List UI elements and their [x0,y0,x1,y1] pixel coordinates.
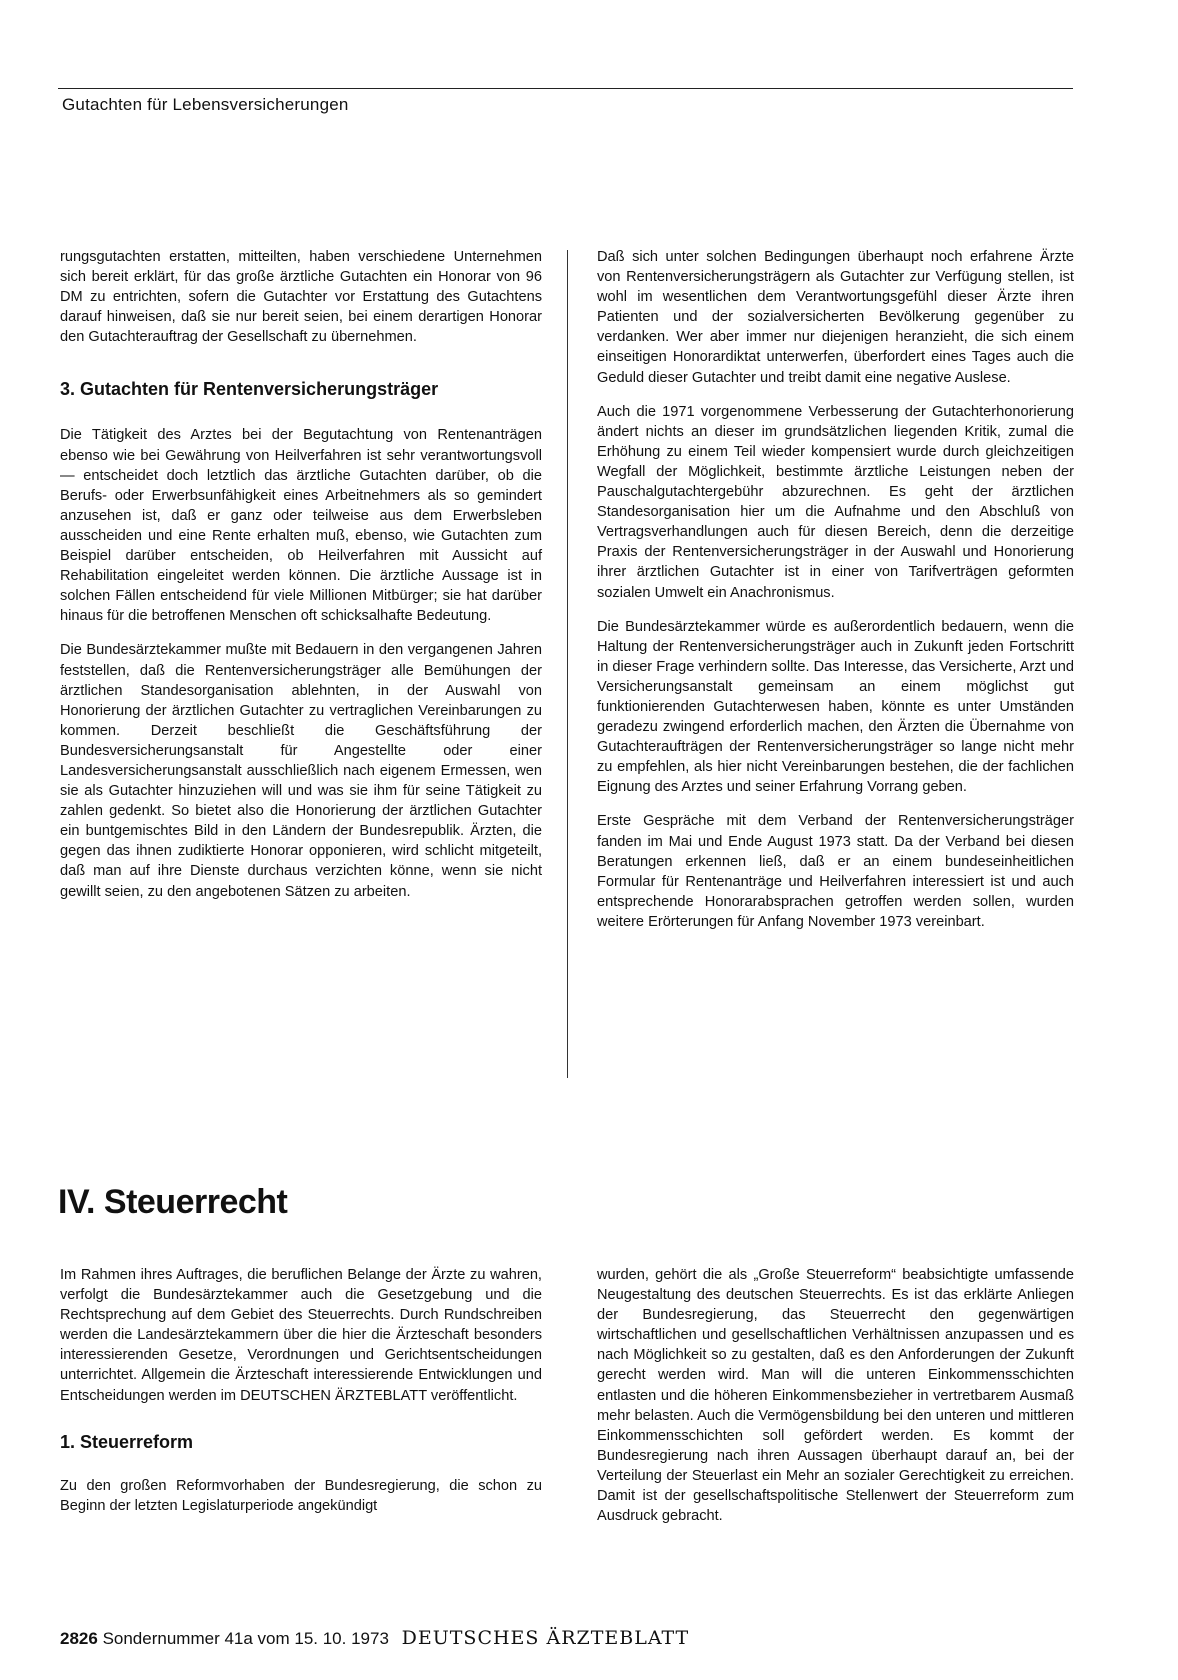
header-rule [58,88,1073,89]
issue-info: Sondernummer 41a vom 15. 10. 1973 [102,1629,389,1648]
paragraph: Erste Gespräche mit dem Verband der Rentenversicherungsträger fanden im Mai und Ende August 1973 statt. Da der Verband bei diesen Beratungen erkennen ließ, daß er an einem bundeseinheitlichen Formular für Rentenanträge und Heilverfahren interessiert ist und auch entsprechende Honorarabsprachen getroffen werden sollen, wurden weitere Erörterungen für Anfang November 1973 vereinbart. [597,813,1074,930]
column-divider [567,250,568,1078]
chapter-heading: IV. Steuerrecht [58,1183,288,1221]
chapter4-right-column [597,1265,1074,1540]
paragraph: Im Rahmen ihres Auftrages, die beruflichen Belange der Ärzte zu wahren, verfolgt die Bundesärztekammer auch die Gesetzgebung und die Rechtsprechung auf dem Gebiet des Steuerrechts. Durch Rundschreiben werden die Landesärztekammern über die hier die Ärzteschaft besonders interessierenden Gesetze, Verordnungen und Gerichtsentscheidungen unterrichtet. Allgemein die Ärzteschaft interessierende Entwicklungen und Entscheidungen werden im DEUTSCHEN ÄRZTEBLATT veröffentlicht. [60,1267,542,1404]
paragraph: Die Tätigkeit des Arztes bei der Begutachtung von Rentenanträgen ebenso wie bei Gewährung von Heilverfahren ist sehr verantwortungsvoll — entscheidet doch letztlich das ärztliche Gutachten darüber, ob die Berufs- oder Erwerbsunfähigkeit eines Arbeitnehmers als so gemindert anzusehen ist, daß er ganz oder teilweise aus dem Erwerbsleben ausscheiden und eine Rente erhalten muß, ebenso, wie Gutachten zum Beispiel darüber entscheiden, ob Heilverfahren mit Aussicht auf Rehabilitation eingeleitet werden können. Die ärztliche Aussage ist in solchen Fällen entscheidend für viele Millionen Mitbürger; sie hat darüber hinaus für die betroffenen Menschen oft schicksalhafte Bedeutung. [60,427,542,625]
section3-left-column [60,247,542,916]
page-number: 2826 [60,1629,98,1648]
chapter4-left-column [60,1265,542,1530]
paragraph: Zu den großen Reformvorhaben der Bundesregierung, die schon zu Beginn der letzten Legislaturperiode angekündigt [60,1477,542,1514]
paragraph: Auch die 1971 vorgenommene Verbesserung der Gutachterhonorierung ändert nichts an dieser im grundsätzlichen liegenden Kritik, zumal die Erhöhung zu einem Teil wieder kompensiert wurde durch gleichzeitigen Wegfall der Möglichkeit, bestimmte ärztliche Leistungen neben der Pauschalgutachtergebühr abzurechnen. Es geht der ärztlichen Standesorganisation hier um die Aufnahme und den Abschluß von Vertragsverhandlungen auch für diesen Bereich, denn die derzeitige Praxis der Rentenversicherungsträger in der Auswahl und Honorierung ihrer ärztlichen Gutachter ist in einer von Tarifverträgen geformten sozialen Umwelt ein Anachronismus. [597,403,1074,601]
paragraph: rungsgutachten erstatten, mitteilten, haben verschiedene Unternehmen sich bereit erklärt, für das große ärztliche Gutachten ein Honorar von 96 DM zu entrichten, sofern die Gutachter vor Erstattung des Gutachtens darauf hinweisen, daß sie nur bereit seien, bei einem derartigen Honorar den Gutachterauftrag der Gesellschaft zu übernehmen. [60,249,542,346]
running-title: Gutachten für Lebensversicherungen [62,95,349,114]
section-heading: 3. Gutachten für Rentenversicherungsträger [60,379,439,400]
section3-right-column [597,247,1074,946]
paragraph: Die Bundesärztekammer mußte mit Bedauern in den vergangenen Jahren feststellen, daß die Rentenversicherungsträger alle Bemühungen der ärztlichen Standesorganisation ablehnten, in der Auswahl von Honorierung der ärztlichen Gutachter zu vertraglichen Vereinbarungen zu kommen. Derzeit beschließt die Geschäftsführung der Bundesversicherungsanstalt für Angestellte oder einer Landesversicherungsanstalt ausschließlich nach eigenem Ermessen, wen sie als Gutachter hinzuziehen will und was sie ihm für seine Tätigkeit zu zahlen gedenkt. So bietet also die Honorierung der ärztlichen Gutachter ein buntgemischtes Bild in den Ländern der Bundesrepublik. Ärzten, die gegen das ihnen zudiktierte Honorar opponieren, wird schlicht mitgeteilt, daß man auf ihre Dienste durchaus verzichten könne, wenn sie nicht gewillt seien, zu den angebotenen Sätzen zu arbeiten. [60,642,542,900]
page-footer [60,1627,689,1649]
journal-name: DEUTSCHES ÄRZTEBLATT [401,1627,690,1649]
paragraph: wurden, gehört die als „Große Steuerreform“ beabsichtigte umfassende Neugestaltung des deutschen Steuerrechts. Es ist das erklärte Anliegen der Bundesregierung, das Steuerrecht den gegenwärtigen wirtschaftlichen und gesellschaftlichen Verhältnissen anzupassen und es nach Möglichkeit so zu gestalten, daß es den Anforderungen der Zukunft gerecht werden wird. Man will die unteren Einkommensschichten entlasten und die höheren Einkommensbezieher in vertretbarem Ausmaß mehr belasten. Auch die Vermögensbildung bei den unteren und mittleren Einkommensschichten soll gefördert werden. Es kommt der Bundesregierung nach ihren Aussagen überhaupt darauf an, bei der Verteilung der Steuerlast ein Mehr an sozialer Gerechtigkeit zu erreichen. Damit ist der gesellschaftspolitische Stellenwert der Steuerreform zum Ausdruck gebracht. [597,1267,1074,1525]
sub-heading: 1. Steuerreform [60,1431,194,1452]
paragraph: Daß sich unter solchen Bedingungen überhaupt noch erfahrene Ärzte von Rentenversicherungsträgern als Gutachter zur Verfügung stellen, ist wohl im wesentlichen dem Verantwortungsgefühl dieser Ärzte ihren Patienten und der sozialversicherten Bevölkerung gegenüber zu verdanken. Wer aber immer nur diejenigen heranzieht, die sich einem einseitigen Honorardiktat unterwerfen, überfordert eines Tages auch die Geduld dieser Gutachter und treibt damit eine negative Auslese. [597,249,1074,386]
paragraph: Die Bundesärztekammer würde es außerordentlich bedauern, wenn die Haltung der Rentenversicherungsträger auch in Zukunft jeden Fortschritt in dieser Frage verhindern sollte. Das Interesse, das Versicherte, Arzt und Versicherungsanstalt gemeinsam an einem möglichst gut funktionierenden Gutachterwesen haben, könnte es unter Umständen geradezu zwingend erforderlich machen, den Ärzten die Übernahme von Gutachteraufträgen der Rentenversicherungsträger so lange nicht mehr zu empfehlen, als hier nicht Vereinbarungen bestehen, die der fachlichen Eignung des Arztes und seiner Erfahrung Vorrang geben. [597,618,1074,796]
